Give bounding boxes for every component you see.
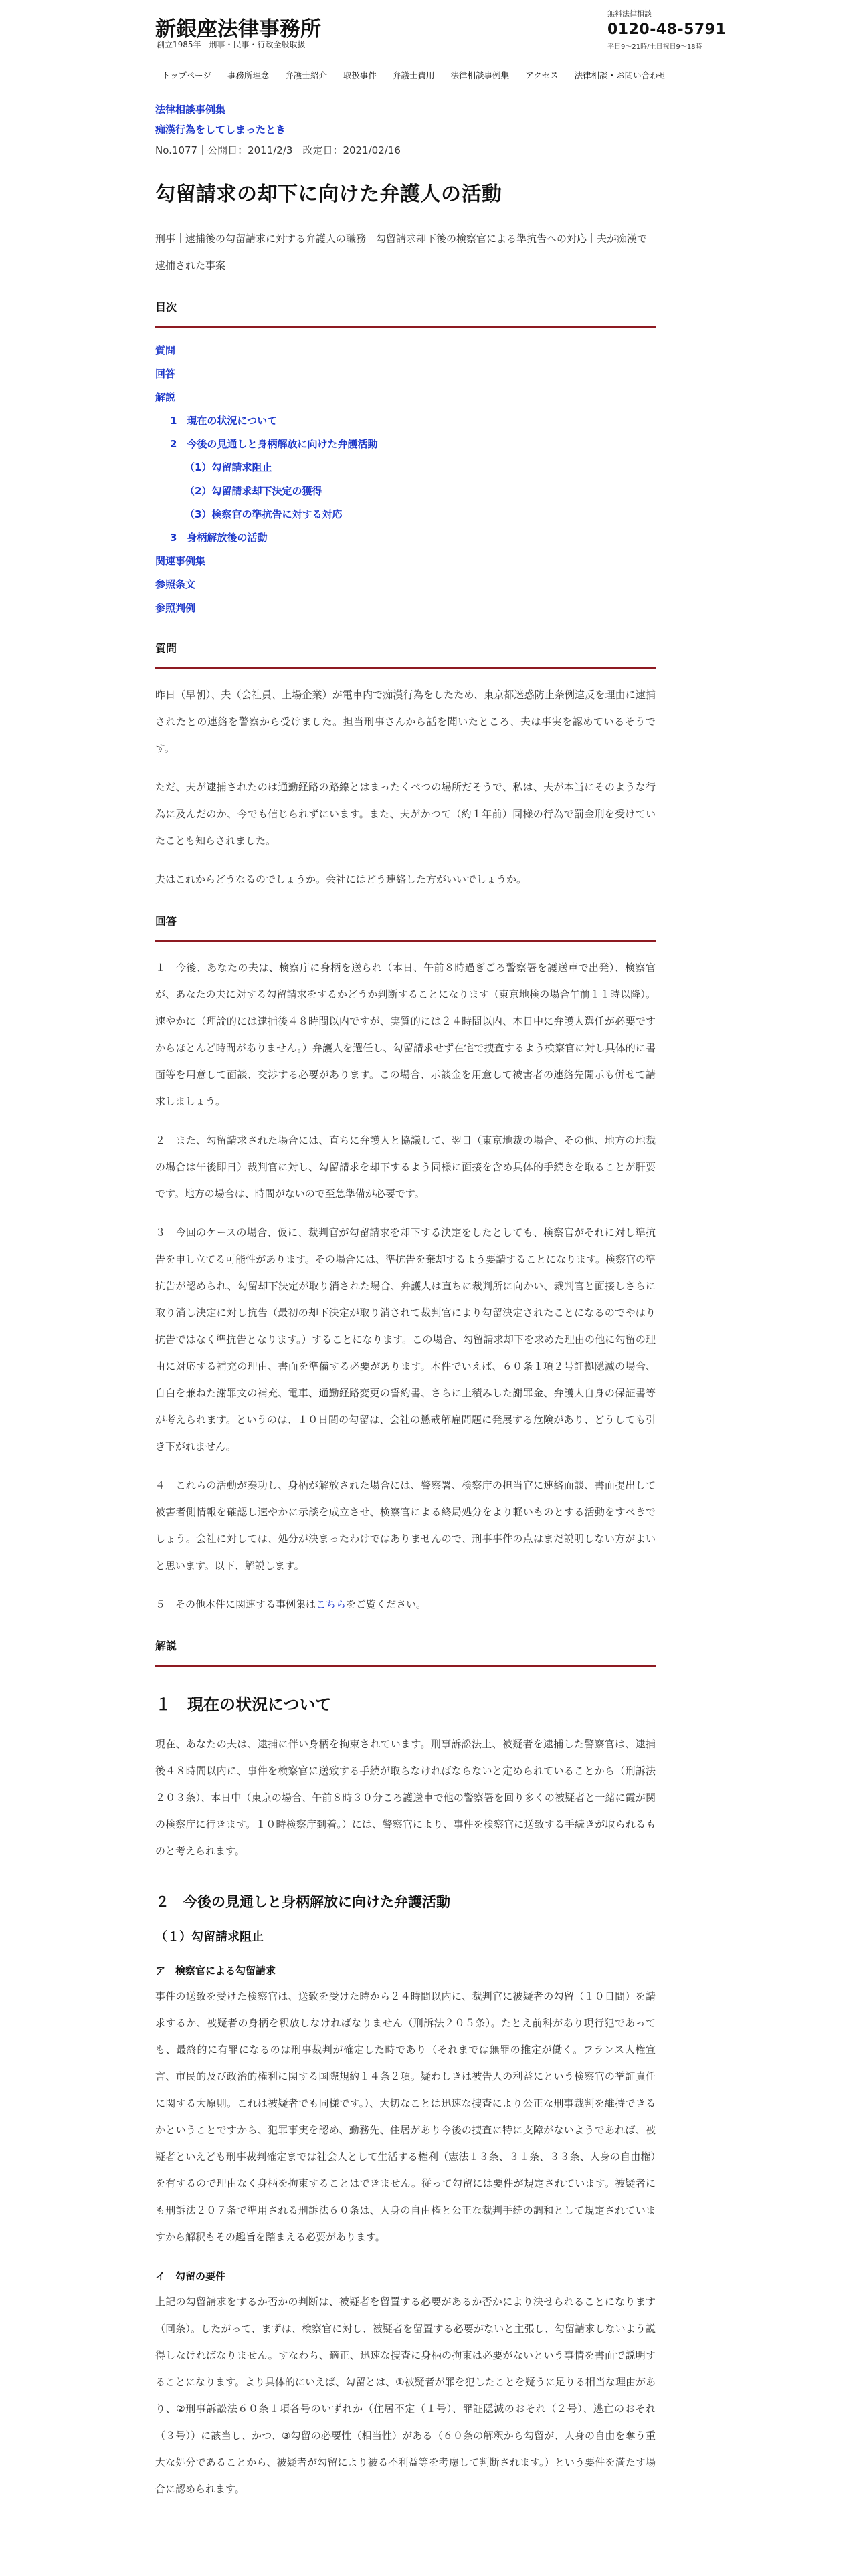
- question-paragraph: 昨日（早朝）、夫（会社員、上場企業）が電車内で痴漢行為をしたため、東京都迷惑防止条例違反を理由に逮捕されたとの連絡を警察から受けました。担当刑事さんから話を聞いたところ、夫は事実を認めているそうです。: [155, 689, 656, 754]
- section-2-a-title: ア 検察官による勾留請求: [155, 1965, 276, 1977]
- toc-item[interactable]: 質問: [155, 344, 176, 356]
- toc-item[interactable]: 解説: [155, 391, 176, 403]
- site-header: [155, 0, 727, 60]
- toc-item[interactable]: 参照判例: [155, 602, 196, 614]
- nav-philosophy[interactable]: 事務所理念: [227, 70, 270, 80]
- answer-paragraph-related: [155, 1591, 656, 1618]
- global-nav: [155, 60, 729, 90]
- section-2-b-title: イ 勾留の要件: [155, 2270, 226, 2282]
- question-paragraph: 夫はこれからどうなるのでしょうか。会社にはどう連絡した方がいいでしょうか。: [155, 873, 527, 885]
- toc-item[interactable]: 参照条文: [155, 578, 196, 591]
- answer-paragraph: ２ また、勾留請求された場合には、直ちに弁護人と協議して、翌日（東京地裁の場合、その他、地方の地裁の場合は午後即日）裁判官に対し、勾留請求を却下するよう同様に面接を含め具体的手続きを取ることが肝要です。地方の場合は、時間がないので至急準備が必要です。: [155, 1134, 656, 1200]
- table-of-contents: [155, 339, 656, 620]
- section-2-b-body: 上記の勾留請求をするか否かの判断は、被疑者を留置する必要があるか否かにより決せられることになります（同条）。したがって、まずは、検察官に対し、被疑者を留置する必要がないと主張し、勾留請求しないよう説得しなければなりません。すなわち、適正、迅速な捜査に身柄の拘束は必要がないという事情を書面で説明することになります。より具体的にいえば、勾留とは、①被疑者が罪を犯したことを疑うに足りる相当な理由があり、②刑事訴訟法６０条１項各号のいずれか（住居不定（１号）、罪証隠滅のおそれ（２号）、逃亡のおそれ（３号））に該当し、かつ、③勾留の必要性（相当性）がある（６０条の解釈から勾留が、人身の自由を奪う重大な処分であることから、被疑者が勾留により被る不利益等を考慮して判断されます。）という要件を満たす場合に認められます。: [155, 2296, 656, 2495]
- section-2-title: ２ 今後の見通しと身柄解放に向けた弁護活動: [155, 1894, 450, 1910]
- toc-item[interactable]: 1 現在の状況について: [170, 415, 278, 427]
- toc-item[interactable]: 3 身柄解放後の活動: [170, 532, 268, 544]
- section-1-title: １ 現在の状況について: [155, 1695, 332, 1714]
- page-title: 勾留請求の却下に向けた弁護人の活動: [155, 183, 502, 206]
- toc-item[interactable]: （3）検察官の準抗告に対する対応: [185, 508, 343, 520]
- answer-paragraph: ３ 今回のケースの場合、仮に、裁判官が勾留請求を却下する決定をしたとしても、検察官がそれに対し準抗告を申し立てる可能性があります。その場合には、準抗告を棄却するよう要請することになります。検察官の準抗告が認められ、勾留却下決定が取り消された場合、弁護人は直ちに裁判所に向かい、裁判官と面接しさらに取り消し決定に対し抗告（最初の却下決定が取り消されて裁判官により勾留決定されたことになるのでやはり抗告ではなく準抗告となります。）することになります。この場合、勾留請求却下を求めた理由の他に勾留の理由に対応する補充の理由、書面を準備する必要があります。本件でいえば、６０条１項２号証拠隠滅の場合、自白を兼ねた謝罪文の補充、電車、通勤経路変更の誓約書、さらに上積みした謝罪金、弁護人自身の保証書等が考えられます。というのは、１０日間の勾留は、会社の懲戒解雇問題に発展する危険があり、どうしても引き下がれません。: [155, 1226, 656, 1453]
- toc-item[interactable]: 2 今後の見通しと身柄解放に向けた弁護活動: [170, 438, 378, 450]
- section-2-a-body: 事件の送致を受けた検察官は、送致を受けた時から２４時間以内に、裁判官に被疑者の勾留（１０日間）を請求するか、被疑者の身柄を釈放しなければなりません（刑訴法２０５条）。たとえ前科があり現行犯であっても、最終的に有罪になるのは刑事裁判が確定した時であり（それまでは無罪の推定が働く。フランス人権宣言、市民的及び政治的権利に関する国際規約１４条２項。疑わしきは被告人の利益にという検察官の挙証責任に関する大原則。これは被疑者でも同様です。）、大切なことは迅速な捜査により公正な刑事裁判を維持できるかということですから、犯罪事実を認め、勤務先、住居があり今後の捜査に特に支障がないようであれば、被疑者といえども刑事裁判確定までは社会人として生活する権利（憲法１３条、３１条、３３条、人身の自由権）を有するので理由なく身柄を拘束することはできません。従って勾留には要件が規定されています。被疑者にも刑訴法２０７条で準用される刑訴法６０条は、人身の自由権と公正な裁判手続の調和として規定されていますから解釈もその趣旨を踏まえる必要があります。: [155, 1990, 656, 2243]
- article-tags: 刑事｜逮捕後の勾留請求に対する弁護人の職務｜勾留請求却下後の検察官による準抗告への対応｜夫が痴漢で逮捕された事案: [155, 233, 648, 272]
- question-paragraph: ただ、夫が逮捕されたのは通勤経路の路線とはまったくべつの場所だそうで、私は、夫が本当にそのような行為に及んだのか、今でも信じられずにいます。また、夫がかつて（約１年前）同様の行為で罰金刑を受けていたことも知らされました。: [155, 781, 656, 847]
- answer-paragraph: １ 今後、あなたの夫は、検察庁に身柄を送られ（本日、午前８時過ぎごろ警察署を護送車で出発）、検察官が、あなたの夫に対する勾留請求をするかどうか判断することになります（東京地検の場合午前１１時以降）。速やかに（理論的には逮捕後４８時間以内ですが、実質的には２４時間以内、本日中に弁護人選任が必要ですからほとんど時間がありません。）弁護人を選任し、勾留請求せず在宅で捜査するよう検察官に対し具体的に書面等を用意して面談、交渉する必要があります。この場合、示談金を用意して被害者の連絡先開示も併せて請求しましょう。: [155, 962, 656, 1107]
- related-text-after: をご覧ください。: [346, 1598, 427, 1610]
- question-heading: 質問: [155, 640, 656, 669]
- page-wrapper: [155, 0, 727, 2502]
- nav-consultation-cases[interactable]: 法律相談事例集: [450, 70, 509, 80]
- business-hours: 平日9～21時/土日祝日9～18時: [607, 43, 702, 51]
- section-1-body: 現在、あなたの夫は、逮捕に伴い身柄を拘束されています。刑事訴訟法上、被疑者を逮捕した警察官は、逮捕後４８時間以内に、事件を検察官に送致する手続が取らなければならないと定められていることから（刑訴法２０３条）、本日中（東京の場合、午前８時３０分ころ護送車で他の警察署を回り多くの被疑者と一緒に霞が関の検察庁に行きます。１０時検察庁到着。）には、警察官により、事件を検察官に送致する手続きが取られるものと考えられます。: [155, 1738, 656, 1857]
- nav-contact[interactable]: 法律相談・お問い合わせ: [574, 70, 667, 80]
- nav-cases-handled[interactable]: 取扱事件: [343, 70, 377, 80]
- commentary-heading: 解説: [155, 1638, 656, 1667]
- nav-access[interactable]: アクセス: [524, 70, 559, 80]
- contact-label: 無料法律相談: [607, 9, 652, 18]
- breadcrumb-category[interactable]: 痴漢行為をしてしまったとき: [155, 124, 286, 136]
- nav-lawyers[interactable]: 弁護士紹介: [285, 70, 327, 80]
- nav-top[interactable]: トップページ: [162, 70, 211, 80]
- breadcrumb: [155, 100, 656, 140]
- nav-fees[interactable]: 弁護士費用: [392, 70, 435, 80]
- toc-item[interactable]: 回答: [155, 368, 176, 380]
- contact-block: [607, 8, 728, 51]
- site-tagline: 創立1985年｜刑事・民事・行政全般取扱: [157, 40, 306, 49]
- article-meta: No.1077｜公開日：2011/2/3 改定日：2021/02/16: [155, 144, 401, 156]
- section-2-sub-1: （１）勾留請求阻止: [155, 1930, 264, 1944]
- answer-paragraph: ４ これらの活動が奏功し、身柄が解放された場合には、警察署、検察庁の担当官に連絡面談、書面提出して被害者側情報を確認し速やかに示談を成立させ、検察官による終局処分をより軽いものとする活動をすべきでしょう。会社に対しては、処分が決まったわけではありませんので、刑事事件の点はまだ説明しない方がよいと思います。以下、解説します。: [155, 1479, 656, 1572]
- toc-item[interactable]: （2）勾留請求却下決定の獲得: [185, 485, 322, 497]
- toc-item[interactable]: （1）勾留請求阻止: [185, 461, 272, 473]
- toc-item[interactable]: 関連事例集: [155, 555, 206, 567]
- phone-number[interactable]: 0120-48-5791: [607, 21, 727, 38]
- breadcrumb-case-collection[interactable]: 法律相談事例集: [155, 104, 226, 116]
- toc-heading: 目次: [155, 299, 656, 328]
- answer-heading: 回答: [155, 913, 656, 942]
- related-cases-link[interactable]: こちら: [316, 1598, 347, 1610]
- related-text-before: ５ その他本件に関連する事例集は: [155, 1598, 316, 1610]
- site-logo[interactable]: 新銀座法律事務所: [155, 17, 321, 41]
